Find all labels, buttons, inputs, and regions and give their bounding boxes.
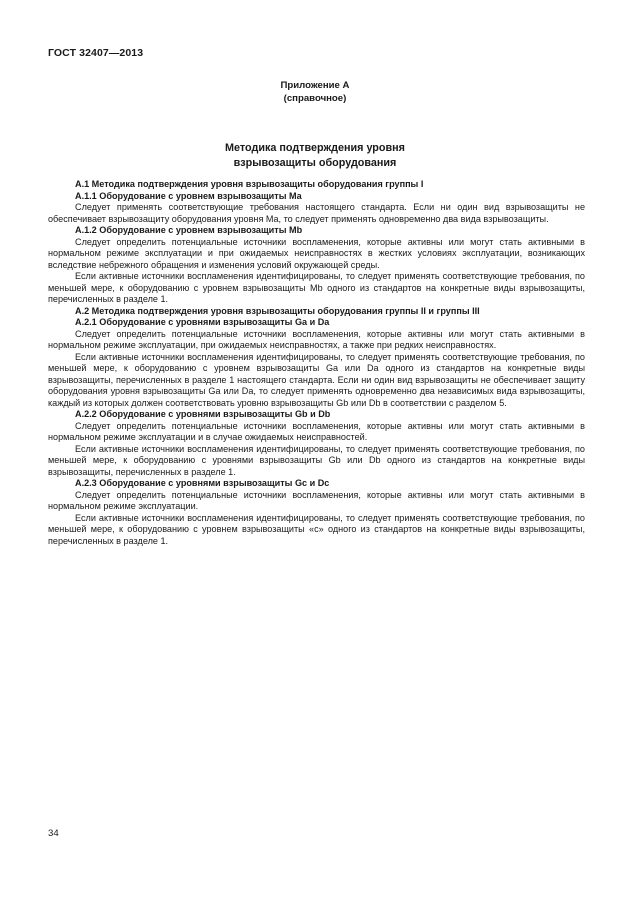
- paragraph: Следует определить потенциальные источники воспламенения, которые активны или могут стать активными в нормальном режиме эксплуатации и в случае ожидаемых неисправностей.: [48, 420, 585, 442]
- annex-title-line-2: взрывозащиты оборудования: [233, 157, 397, 169]
- paragraph: Следует применять соответствующие требования настоящего стандарта. Если ни один вид взрывозащиты не обеспечивает взрывозащиту оборудования уровня Ma, то следует применять одновременно два вида взрывозащиты.: [48, 202, 585, 224]
- subsection-heading: А.2.3 Оборудование с уровнями взрывозащиты Gc и Dc: [75, 478, 330, 488]
- annex-body: [48, 179, 585, 547]
- section-heading: А.1 Методика подтверждения уровня взрывозащиты оборудования группы I: [75, 179, 424, 189]
- paragraph: Если активные источники воспламенения идентифицированы, то следует применять соответствующие требования, по меньшей мере, к оборудованию с уровнем взрывозащиты Mb одного из стандартов на конкретные виды взрывозащиты, перечисленных в разделе 1.: [48, 271, 585, 304]
- paragraph: Если активные источники воспламенения идентифицированы, то следует применять соответствующие требования, по меньшей мере, к оборудованию с уровнем взрывозащиты Ga или Da одного из стандартов на конкретные виды взрывозащиты, перечисленных в разделе 1 настоящего стандарта. Если ни один вид взрывозащиты не обеспечивает защиту оборудования уровня взрывозащиты Ga или Da, то следует применять одновременно два независимых вида взрывозащиты, каждый из которых должен соответствовать уровню взрывозащиты Gb или Db в соответствии с разделом 5.: [48, 351, 585, 408]
- annex-title-line-1: Методика подтверждения уровня: [225, 142, 405, 154]
- paragraph: Если активные источники воспламенения идентифицированы, то следует применять соответствующие требования, по меньшей мере, к оборудованию с уровнями взрывозащиты Gb или Db одного из стандартов на конкретные виды взрывозащиты, перечисленных в разделе 1.: [48, 443, 585, 477]
- document-code: ГОСТ 32407—2013: [48, 47, 144, 59]
- subsection-heading: А.1.2 Оборудование с уровнем взрывозащиты Mb: [75, 225, 303, 235]
- annex-status: (справочное): [283, 92, 347, 104]
- annex-heading: [0, 80, 630, 105]
- paragraph: Следует определить потенциальные источники воспламенения, которые активны или могут стать активными в нормальном режиме эксплуатации.: [48, 489, 585, 511]
- subsection-heading: А.2.2 Оборудование с уровнями взрывозащиты Gb и Db: [75, 409, 331, 419]
- annex-title: [0, 141, 630, 171]
- paragraph: Следует определить потенциальные источники воспламенения, которые активны или могут стать активными в нормальном режиме эксплуатации, при ожидаемых неисправностях, а также при редких неисправностях.: [48, 328, 585, 350]
- subsection-heading: А.1.1 Оборудование с уровнем взрывозащиты Ma: [75, 190, 302, 201]
- paragraph: Следует определить потенциальные источники воспламенения, которые активны или могут стать активными в нормальном режиме эксплуатации и при ожидаемых неисправностях в жестких условиях эксплуатации, возникающих вследствие небрежного обращения и изменения условий окружающей среды.: [48, 236, 585, 270]
- section-heading: А.2 Методика подтверждения уровня взрывозащиты оборудования группы II и группы III: [75, 305, 480, 316]
- annex-label: Приложение А: [280, 80, 350, 91]
- subsection-heading: А.2.1 Оборудование с уровнями взрывозащиты Ga и Da: [75, 317, 330, 327]
- paragraph: Если активные источники воспламенения идентифицированы, то следует применять соответствующие требования, по меньшей мере, к оборудованию с уровнем взрывозащиты «с» одного из стандартов на конкретные виды взрывозащиты, перечисленных в разделе 1.: [48, 512, 585, 546]
- page-number: 34: [48, 828, 59, 839]
